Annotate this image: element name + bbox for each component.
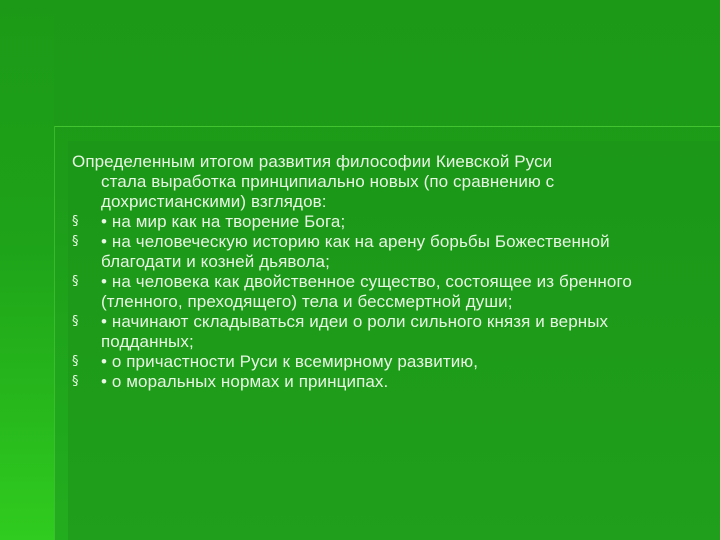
list-item-text: • на мир как на творение Бога; bbox=[101, 212, 346, 231]
bullet-list bbox=[72, 212, 692, 392]
lead-first-line: Определенным итогом развития философии Киевской Руси bbox=[72, 152, 553, 171]
list-item-text: • о моральных нормах и принципах. bbox=[101, 372, 389, 391]
list-item bbox=[72, 232, 692, 272]
lead-paragraph bbox=[72, 152, 692, 212]
bullet-marker-icon: § bbox=[72, 214, 79, 229]
bullet-marker-icon: § bbox=[72, 274, 79, 289]
list-item bbox=[72, 352, 692, 372]
list-item-text: • на человеческую историю как на арену борьбы Божественной благодати и козней дьявола; bbox=[101, 232, 610, 271]
list-item-text: • начинают складываться идеи о роли сильного князя и верных подданных; bbox=[101, 312, 609, 351]
list-item-text: • на человека как двойственное существо, состоящее из бренного (тленного, преходящего) тела и бессмертной души; bbox=[101, 272, 632, 311]
bullet-marker-icon: § bbox=[72, 314, 79, 329]
lead-continuation: стала выработка принципиально новых (по сравнению с дохристианскими) взглядов: bbox=[101, 172, 555, 211]
bullet-marker-icon: § bbox=[72, 374, 79, 389]
horizontal-divider bbox=[55, 126, 720, 127]
list-item bbox=[72, 272, 692, 312]
left-decorative-band bbox=[0, 0, 54, 540]
bullet-marker-icon: § bbox=[72, 234, 79, 249]
list-item bbox=[72, 372, 692, 392]
vertical-divider bbox=[54, 126, 55, 540]
list-item-text: • о причастности Руси к всемирному развитию, bbox=[101, 352, 479, 371]
bullet-marker-icon: § bbox=[72, 354, 79, 369]
list-item bbox=[72, 212, 692, 232]
list-item bbox=[72, 312, 692, 352]
slide-text-block bbox=[72, 152, 692, 392]
